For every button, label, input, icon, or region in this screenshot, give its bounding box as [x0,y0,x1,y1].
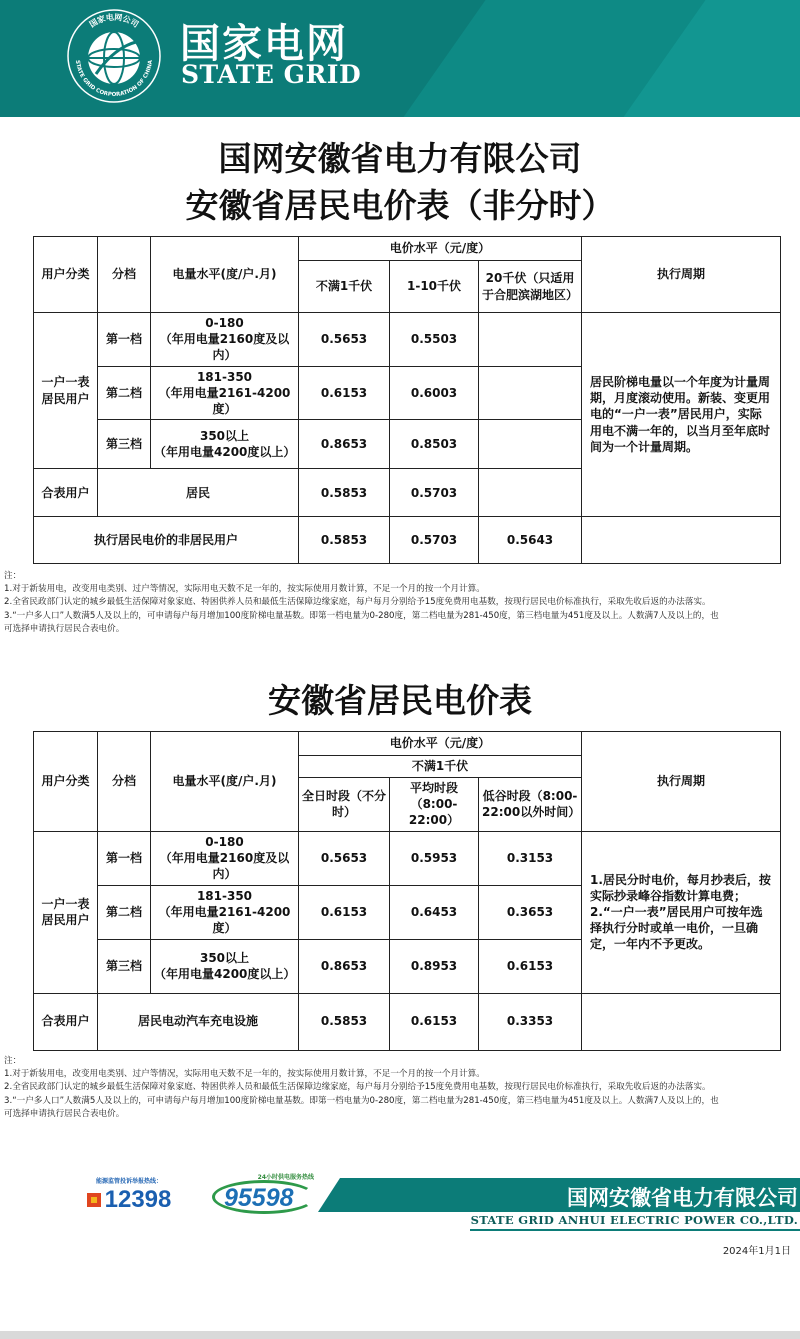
brand-name-en: STATE GRID [181,60,362,89]
volume-cell: 0-180 （年用电量2160度及以内） [151,313,299,367]
price-cell: 0.8653 [299,420,390,469]
price-cell: 0.6453 [390,885,479,939]
group-label: 一户一表居民用户 [34,313,98,469]
footer-company-cn: 国网安徽省电力有限公司 [567,1186,798,1210]
price-cell: 0.8653 [299,939,390,993]
price-cell: 0.5853 [299,469,390,517]
shared-label: 合表用户 [34,993,98,1050]
price-cell: 0.6153 [299,366,390,420]
header-tier: 分档 [98,732,151,832]
price-cell: 0.5503 [390,313,479,367]
header-voltage: 不满1千伏 [299,756,582,778]
header-banner [0,0,800,117]
header-price-level: 电价水平（元/度） [299,237,582,261]
hotline-caption: 能源监管投诉举报热线： [95,1178,162,1185]
header-period: 执行周期 [582,732,781,832]
table-row [34,831,781,885]
price-cell [479,366,582,420]
footer-company-band [340,1178,800,1212]
tier-cell: 第三档 [98,939,151,993]
price-cell: 0.5853 [299,517,390,564]
volume-cell: 350以上 （年用电量4200度以上） [151,420,299,469]
price-cell [479,313,582,367]
volume-cell: 181-350 （年用电量2161-4200度） [151,366,299,420]
issue-date: 2024年1月1日 [722,1246,791,1257]
header-valley: 低谷时段（8:00-22:00以外时间） [479,778,582,832]
notes-title: 注： [4,571,22,581]
price-cell: 0.5643 [479,517,582,564]
nonresident-label: 执行居民电价的非居民用户 [34,517,299,564]
note-line: 3.“一户多人口”人数满5人及以上的，可申请每户每月增加100度阶梯电量基数。即第一档电量为0-280度，第二档电量为281-450度，第三档电量为451度及以上。人数满7人及以上的，也 [4,1095,719,1106]
note-line: 可选择申请执行居民合表电价。 [4,623,125,634]
svg-text:STATE GRID CORPORATION OF CHIN: STATE GRID CORPORATION OF CHINA [74,59,154,99]
header-tier: 分档 [98,237,151,313]
price-cell: 0.5953 [390,831,479,885]
price-cell: 0.8503 [390,420,479,469]
bottom-bar [0,1331,800,1339]
energy-hotline-badge [74,1176,184,1216]
header-user-type: 用户分类 [34,237,98,313]
hotline-number: 12398 [104,1186,172,1213]
service-hotline-badge [210,1172,320,1218]
header-1-10kv: 1-10千伏 [390,261,479,313]
tier-cell: 第二档 [98,885,151,939]
tier-cell: 第一档 [98,313,151,367]
price-cell: 0.5653 [299,831,390,885]
price-cell: 0.5703 [390,469,479,517]
notes-title: 注： [4,1056,22,1066]
hotline-caption: 24小时供电服务热线 [257,1174,314,1181]
price-table-non-tou [33,236,781,564]
header-price-level: 电价水平（元/度） [299,732,582,756]
price-cell [479,469,582,517]
shared-label: 合表用户 [34,469,98,517]
note-line: 可选择申请执行居民合表电价。 [4,1108,125,1119]
state-grid-logo-icon [66,8,162,104]
group-label: 一户一表居民用户 [34,831,98,993]
price-cell: 0.6153 [299,885,390,939]
price-cell: 0.3653 [479,885,582,939]
header-period: 执行周期 [582,237,781,313]
table-row [34,993,781,1050]
header-all-day: 全日时段（不分时） [299,778,390,832]
notes-section-2 [4,1055,800,1121]
price-cell: 0.8953 [390,939,479,993]
notes-section-1 [4,570,800,636]
tier-cell: 第二档 [98,366,151,420]
header-20kv: 20千伏（只适用于合肥滨湖地区） [479,261,582,313]
footer-company-en: STATE GRID ANHUI ELECTRIC POWER CO.,LTD. [470,1213,798,1227]
shared-desc: 居民 [98,469,299,517]
empty-cell [582,993,781,1050]
period-description: 居民阶梯电量以一个年度为计量周期，月度滚动使用。新装、变更用电的“一户一表”居民用户，实际用电不满一年的，以当月至年底时间为一个计量周期。 [582,313,781,517]
price-cell: 0.3153 [479,831,582,885]
price-cell [479,420,582,469]
svg-text:国家电网公司: 国家电网公司 [87,12,141,30]
price-cell: 0.6153 [479,939,582,993]
price-cell: 0.3353 [479,993,582,1050]
hotline-number: 95598 [224,1184,294,1212]
note-line: 2.全省民政部门认定的城乡最低生活保障对象家庭、特困供养人员和最低生活保障边缘家庭，每户每月分别给予15度免费用电基数，按现行居民电价标准执行，采取先收后返的办法落实。 [4,1082,711,1093]
footer-divider [470,1229,800,1231]
volume-cell: 0-180 （年用电量2160度及以内） [151,831,299,885]
empty-cell [582,517,781,564]
table2-title: 安徽省居民电价表 [268,681,532,720]
brand-name-cn: 国家电网 [180,21,348,67]
note-line: 2.全省民政部门认定的城乡最低生活保障对象家庭、特困供养人员和最低生活保障边缘家庭，每户每月分别给予15度免费用电基数，按现行居民电价标准执行，采取先收后返的办法落实。 [4,597,711,608]
table-row [34,313,781,367]
note-line: 3.“一户多人口”人数满5人及以上的，可申请每户每月增加100度阶梯电量基数。即第一档电量为0-280度，第二档电量为281-450度，第三档电量为451度及以上。人数满7人及以上的，也 [4,610,719,621]
volume-cell: 181-350 （年用电量2161-4200度） [151,885,299,939]
header-under-1kv: 不满1千伏 [299,261,390,313]
volume-cell: 350以上 （年用电量4200度以上） [151,939,299,993]
shared-desc: 居民电动汽车充电设施 [98,993,299,1050]
table-row [34,517,781,564]
note-line: 1.对于新装用电，改变用电类别、过户等情况，实际用电天数不足一年的，按实际使用月数计算，不足一个月的按一个月计算。 [4,1069,485,1080]
table1-title: 安徽省居民电价表（非分时） [185,186,615,225]
note-line: 1.对于新装用电，改变用电类别、过户等情况，实际用电天数不足一年的，按实际使用月数计算，不足一个月的按一个月计算。 [4,584,485,595]
header-volume: 电量水平(度/户.月) [151,237,299,313]
price-table-tou [33,731,781,1051]
header-flat: 平均时段（8:00-22:00） [390,778,479,832]
period-description: 1.居民分时电价，每月抄表后，按实际抄录峰谷指数计算电费；2.“一户一表”居民用户可按年选择执行分时或单一电价，一旦确定，一年内不予更改。 [582,831,781,993]
hotline-logo-icon [87,1193,101,1207]
price-cell: 0.5703 [390,517,479,564]
header-volume: 电量水平(度/户.月) [151,732,299,832]
price-cell: 0.6003 [390,366,479,420]
tier-cell: 第一档 [98,831,151,885]
price-cell: 0.5853 [299,993,390,1050]
tier-cell: 第三档 [98,420,151,469]
company-title: 国网安徽省电力有限公司 [218,139,582,178]
header-user-type: 用户分类 [34,732,98,832]
price-cell: 0.6153 [390,993,479,1050]
price-cell: 0.5653 [299,313,390,367]
